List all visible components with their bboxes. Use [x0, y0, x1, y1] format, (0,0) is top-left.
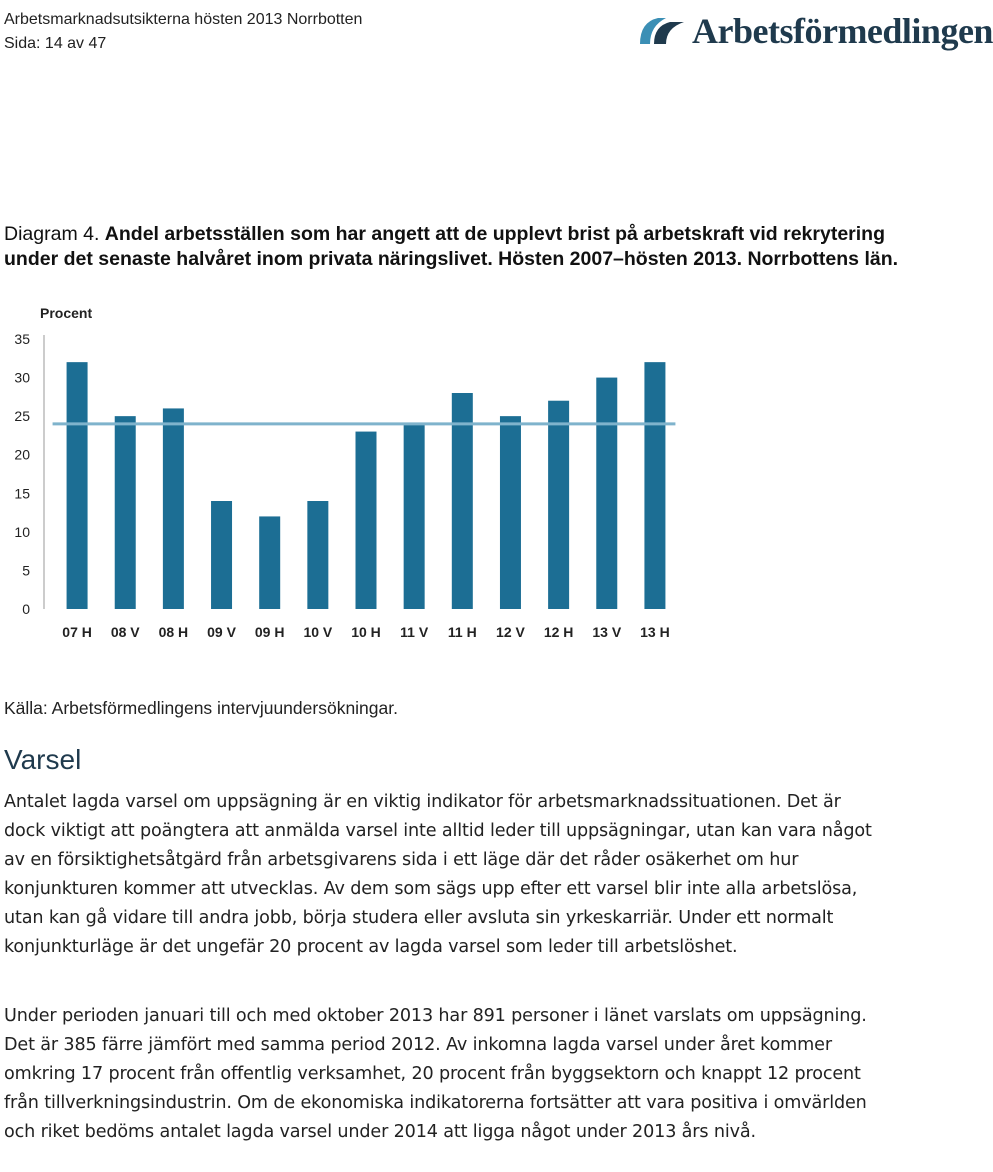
page-number: Sida: 14 av 47 — [4, 35, 107, 52]
bar-10-v — [307, 501, 328, 609]
logo-text: Arbetsförmedlingen — [692, 11, 993, 51]
bar-11-v — [404, 424, 425, 609]
y-tick-label: 30 — [14, 369, 30, 386]
bar-13-h — [644, 362, 665, 609]
bar-12-h — [548, 401, 569, 609]
bar-chart — [0, 298, 700, 650]
x-tick-label: 10 H — [351, 624, 381, 640]
section-heading: Varsel — [4, 744, 82, 775]
y-tick-label: 0 — [22, 601, 30, 617]
x-tick-label: 12 H — [543, 624, 574, 640]
caption-prefix: Diagram 4. — [4, 223, 100, 245]
logo-mark-icon — [636, 12, 692, 52]
x-tick-label: 09 H — [254, 624, 285, 640]
bar-12-v — [500, 416, 521, 609]
x-tick-label: 07 H — [62, 624, 92, 640]
bar-09-h — [259, 516, 280, 609]
x-tick-label: 13 V — [592, 624, 622, 640]
y-tick-label: 35 — [14, 331, 30, 347]
y-tick-label: 5 — [22, 562, 30, 579]
y-tick-label: 20 — [14, 446, 30, 463]
bar-08-v — [115, 416, 136, 609]
paragraph-2: Under perioden januari till och med oktober 2013 har 891 personer i länet varslats om uppsägning. Det är 385 färre jämfört med samma period 2012. Av inkomna lagda varsel under året kommer omkring 17 procent från offentlig verksamhet, 20 procent från byggsektorn och knappt 12 procent från tillverkningsindustrin. Om de ekonomiska indikatorerna fortsätter att vara positiva i omvärlden och riket bedöms antalet lagda varsel under 2014 att ligga något under 2013 års nivå. — [4, 1006, 867, 1142]
source-note: Källa: Arbetsförmedlingens intervjuundersökningar. — [4, 698, 398, 718]
arbetsformedlingen-logo — [636, 10, 993, 56]
bar-13-v — [596, 378, 617, 609]
x-tick-label: 08 V — [110, 624, 140, 640]
caption-text: Andel arbetsställen som har angett att de upplevt brist på arbetskraft vid rekrytering under det senaste halvåret inom privata näringslivet. Hösten 2007–hösten 2013. Norrbottens län. — [4, 223, 899, 270]
x-tick-label: 10 V — [303, 624, 333, 640]
paragraph-1: Antalet lagda varsel om uppsägning är en viktig indikator för arbetsmarknadssituationen. Det är dock viktigt att poängtera att anmälda varsel inte alltid leder till uppsägningar, utan kan vara något av en försiktighetsåtgärd från arbetsgivarens sida i ett läge där det råder osäkerhet om hur konjunkturen kommer att utvecklas. Av dem som sägs upp efter ett varsel blir inte alla arbetslösa, utan kan gå vidare till andra jobb, börja studera eller avsluta sin yrkeskarriär. Under ett normalt konjunkturläge är det ungefär 20 procent av lagda varsel som leder till arbetslöshet. — [4, 792, 872, 957]
bar-09-v — [211, 501, 232, 609]
y-tick-label: 10 — [14, 523, 30, 540]
x-tick-label: 12 V — [496, 624, 525, 640]
y-axis-label: Procent — [40, 305, 93, 321]
x-tick-label: 11 H — [447, 624, 477, 640]
figure-caption — [4, 222, 904, 272]
y-tick-label: 25 — [14, 408, 30, 425]
bar-10-h — [356, 432, 377, 609]
document-title: Arbetsmarknadsutsikterna hösten 2013 Norrbotten — [4, 11, 363, 28]
x-tick-label: 13 H — [640, 624, 670, 640]
y-tick-label: 15 — [14, 485, 30, 502]
x-tick-label: 09 V — [207, 624, 236, 640]
x-tick-label: 08 H — [158, 624, 189, 640]
bar-11-h — [452, 393, 473, 609]
page-header — [4, 8, 362, 56]
bar-07-h — [67, 362, 88, 609]
x-tick-label: 11 V — [400, 624, 429, 640]
bar-08-h — [163, 408, 184, 609]
